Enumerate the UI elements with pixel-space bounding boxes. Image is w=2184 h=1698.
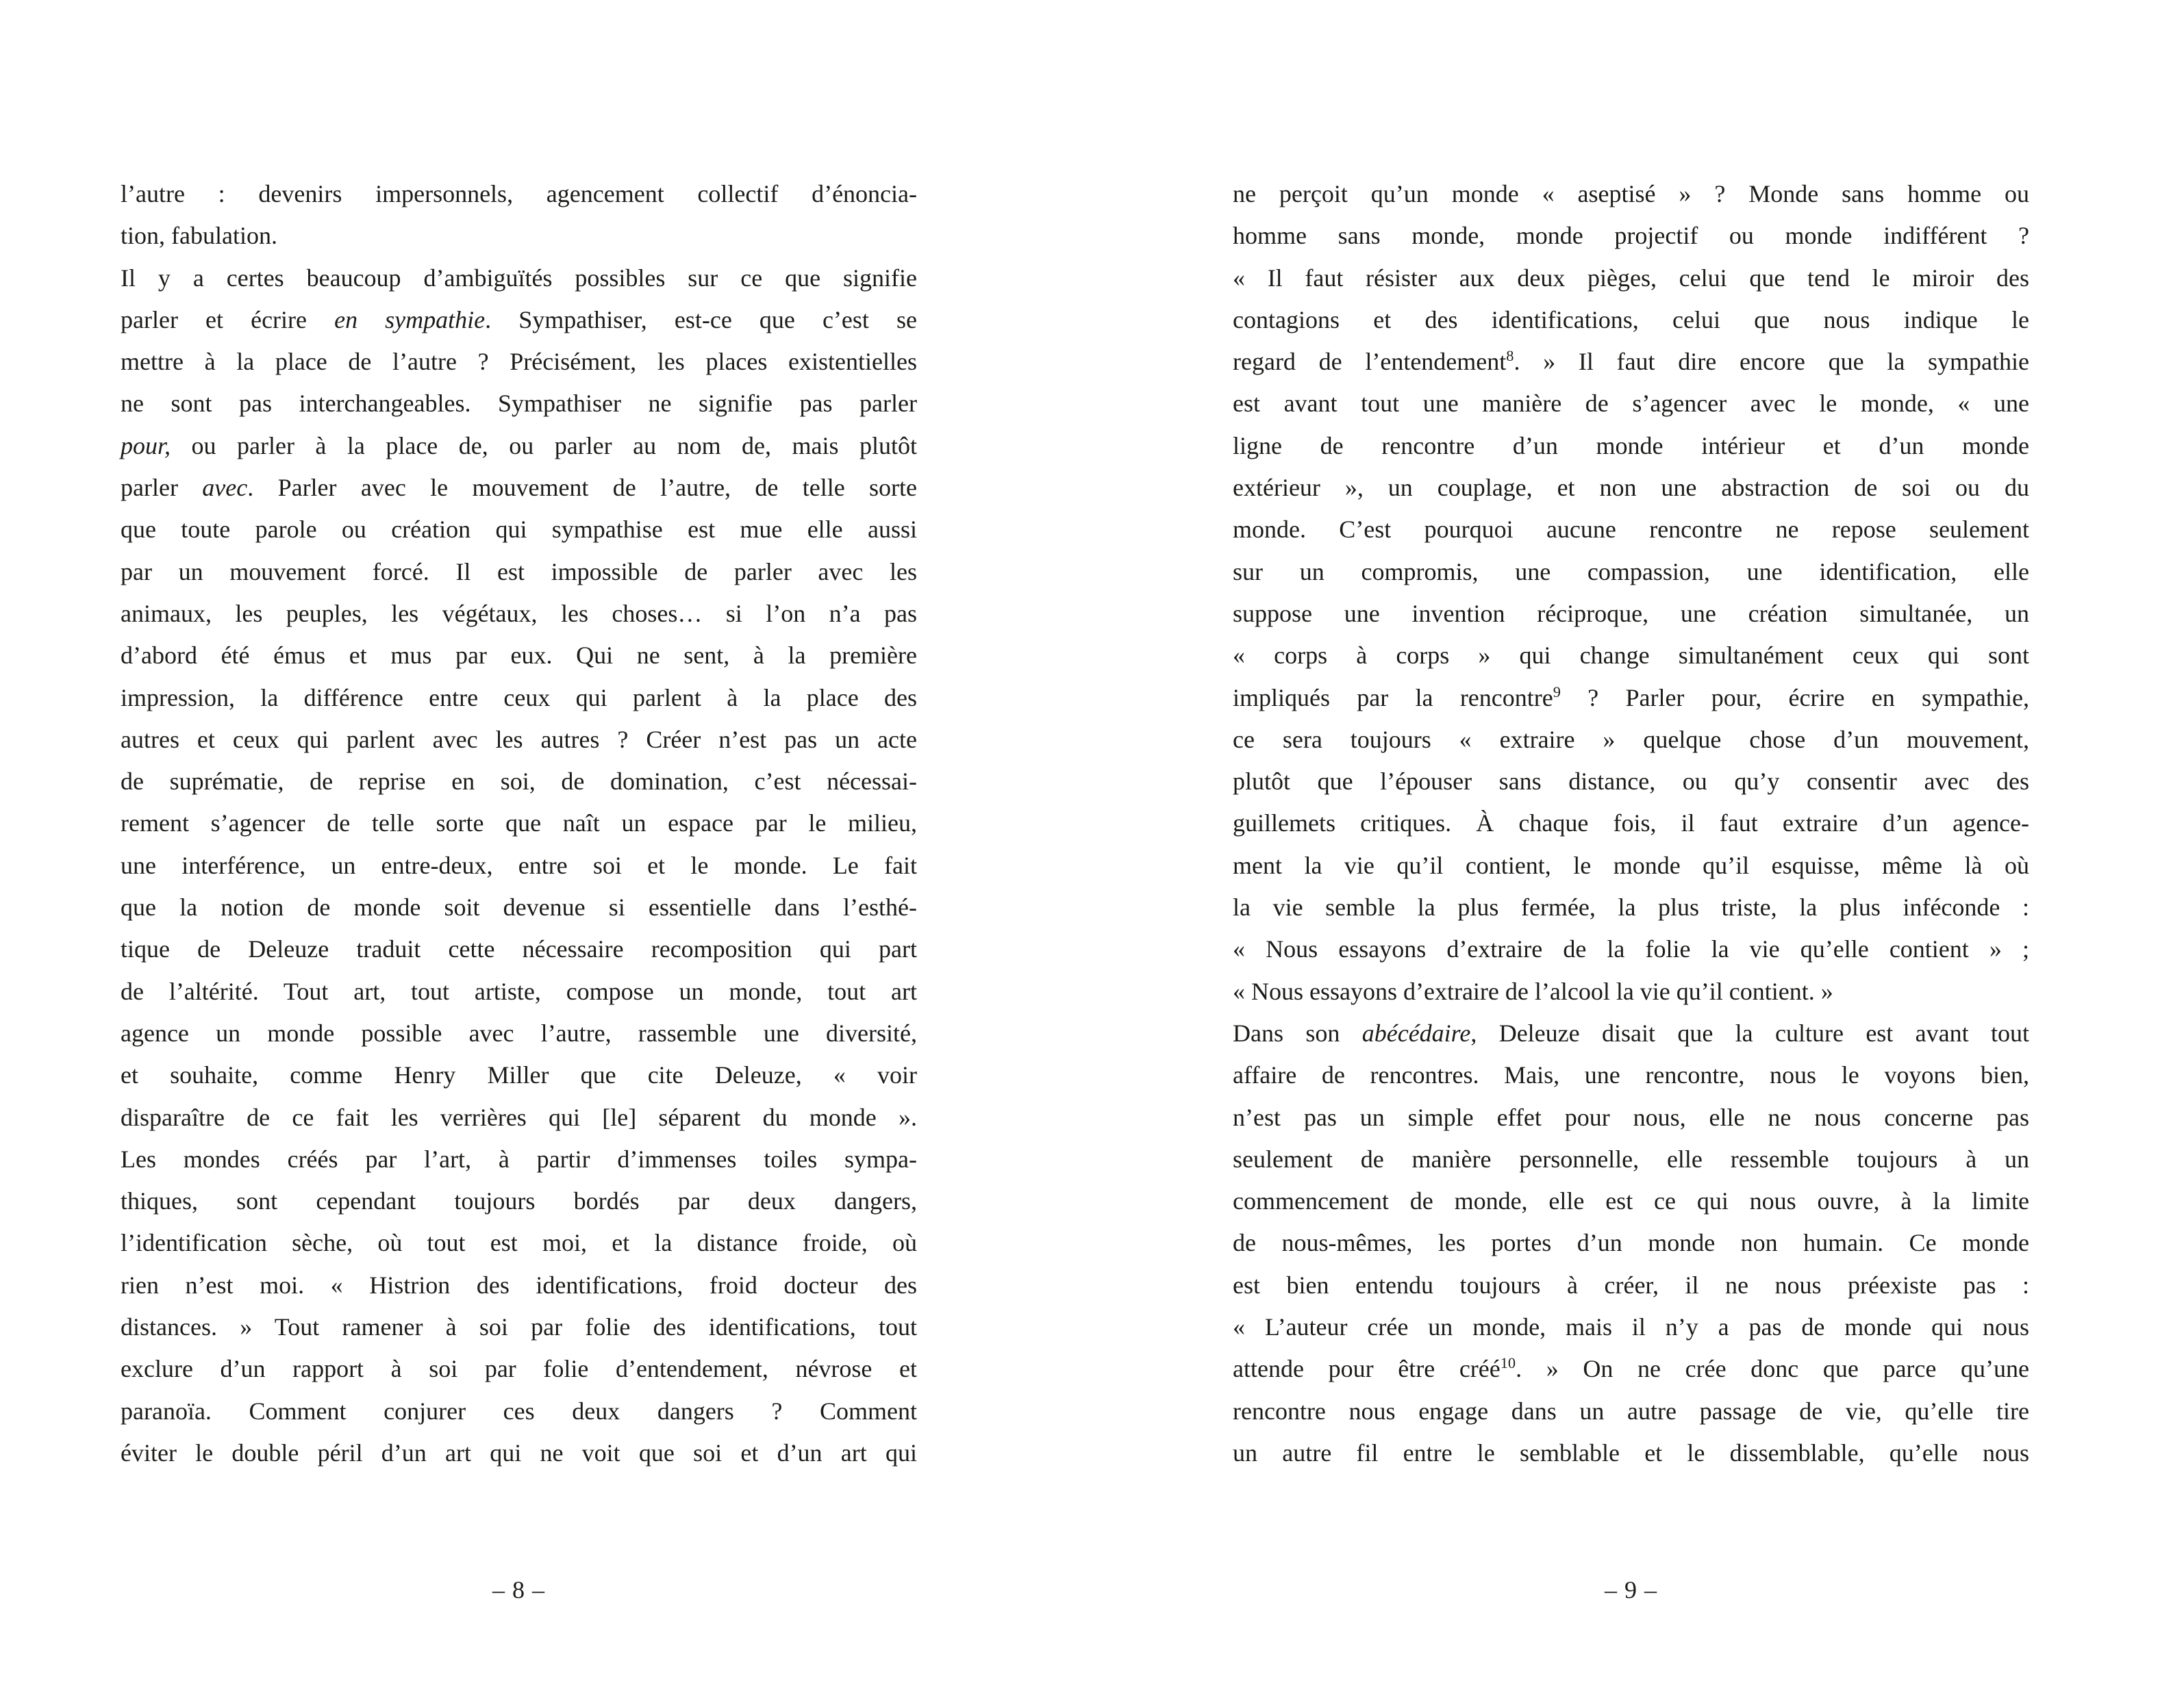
text-line: que toute parole ou création qui sympathise est mue elle aussi (121, 516, 917, 544)
text-line: et souhaite, comme Henry Miller que cite Deleuze, « voir (121, 1061, 917, 1089)
text-line: rement s’agencer de telle sorte que naît un espace par le milieu, (121, 809, 917, 837)
text-line: éviter le double péril d’un art qui ne voit que soi et d’un art qui (121, 1439, 917, 1467)
text-line: de l’altérité. Tout art, tout artiste, compose un monde, tout art (121, 977, 917, 1005)
text-line (121, 299, 917, 341)
page-left (121, 173, 917, 1652)
text-line: tion, fabulation. (121, 222, 277, 250)
text-line: distances. » Tout ramener à soi par folie des identifications, tout (121, 1313, 917, 1341)
text-line: rien n’est moi. « Histrion des identifications, froid docteur des (121, 1271, 917, 1299)
text-line: est bien entendu toujours à créer, il ne nous préexiste pas : (1233, 1271, 2029, 1299)
text-line: affaire de rencontres. Mais, une rencontre, nous le voyons bien, (1233, 1061, 2029, 1089)
text-segment: impliqués par la rencontre (1233, 683, 1553, 711)
text-line: contagions et des identifications, celui que nous indique le (1233, 305, 2029, 333)
text-segment: , Deleuze disait que la culture est avant tout (1470, 1019, 2029, 1047)
italic-text: abécédaire (1361, 1019, 1471, 1047)
text-line: monde. C’est pourquoi aucune rencontre ne repose seulement (1233, 516, 2029, 544)
text-line: ne perçoit qu’un monde « aseptisé » ? Monde sans homme ou (1233, 180, 2029, 207)
text-line: l’autre : devenirs impersonnels, agencement collectif d’énoncia- (121, 180, 917, 207)
text-line: commencement de monde, elle est ce qui nous ouvre, à la limite (1233, 1187, 2029, 1215)
text-segment: ? Parler pour, écrire en sympathie, (1560, 683, 2029, 711)
text-line: d’abord été émus et mus par eux. Qui ne sent, à la première (121, 642, 917, 670)
text-line: ligne de rencontre d’un monde intérieur et d’un monde (1233, 431, 2029, 459)
text-line (1233, 677, 2029, 719)
italic-text: pour, (121, 431, 171, 459)
footnote-reference: 9 (1553, 683, 1561, 700)
text-line: animaux, les peuples, les végétaux, les choses… si l’on n’a pas (121, 599, 917, 627)
text-line: impression, la différence entre ceux qui parlent à la place des (121, 683, 917, 711)
text-line (1233, 1348, 2029, 1390)
text-line: ne sont pas interchangeables. Sympathiser ne signifie pas parler (121, 390, 917, 418)
text-line: « corps à corps » qui change simultanément ceux qui sont (1233, 642, 2029, 670)
footnote-reference: 8 (1506, 347, 1514, 365)
text-line: tique de Deleuze traduit cette nécessaire recomposition qui part (121, 935, 917, 963)
text-line: l’identification sèche, où tout est moi, et la distance froide, où (121, 1229, 917, 1257)
text-line: « L’auteur crée un monde, mais il n’y a pas de monde qui nous (1233, 1313, 2029, 1341)
text-line (121, 425, 917, 467)
text-line: la vie semble la plus fermée, la plus triste, la plus inféconde : (1233, 894, 2029, 922)
page-number-left: – 8 – (492, 1576, 545, 1604)
italic-text: avec (202, 474, 248, 502)
text-line (1233, 1013, 2029, 1054)
text-line: n’est pas un simple effet pour nous, elle ne nous concerne pas (1233, 1103, 2029, 1131)
text-line (121, 467, 917, 509)
text-line: paranoïa. Comment conjurer ces deux dangers ? Comment (121, 1397, 917, 1425)
text-line: disparaître de ce fait les verrières qui [le] séparent du monde ». (121, 1103, 917, 1131)
text-line: « Nous essayons d’extraire de la folie la vie qu’elle contient » ; (1233, 935, 2029, 963)
text-segment: regard de l’entendement (1233, 348, 1507, 376)
text-segment: attende pour être créé (1233, 1355, 1501, 1383)
text-line (1233, 341, 2029, 383)
text-line: un autre fil entre le semblable et le dissemblable, qu’elle nous (1233, 1439, 2029, 1467)
text-line: suppose une invention réciproque, une création simultanée, un (1233, 599, 2029, 627)
text-line: rencontre nous engage dans un autre passage de vie, qu’elle tire (1233, 1397, 2029, 1425)
text-line: « Nous essayons d’extraire de l’alcool la vie qu’il contient. » (1233, 977, 1833, 1005)
text-line: est avant tout une manière de s’agencer avec le monde, « une (1233, 390, 2029, 418)
text-segment: parler (121, 474, 203, 502)
text-line: extérieur », un couplage, et non une abstraction de soi ou du (1233, 474, 2029, 502)
text-line: exclure d’un rapport à soi par folie d’entendement, névrose et (121, 1355, 917, 1383)
text-segment: Dans son (1233, 1019, 1362, 1047)
text-line: thiques, sont cependant toujours bordés par deux dangers, (121, 1187, 917, 1215)
text-segment: . » On ne crée donc que parce qu’une (1516, 1355, 2029, 1383)
text-line: de nous-mêmes, les portes d’un monde non humain. Ce monde (1233, 1229, 2029, 1257)
text-line: ce sera toujours « extraire » quelque chose d’un mouvement, (1233, 725, 2029, 753)
page-right (1233, 173, 2029, 1652)
italic-text: en sympathie (334, 305, 486, 333)
text-segment: ou parler à la place de, ou parler au nom de, mais plutôt (171, 431, 917, 459)
text-line: ment la vie qu’il contient, le monde qu’il esquisse, même là où (1233, 851, 2029, 879)
text-line: homme sans monde, monde projectif ou monde indifférent ? (1233, 222, 2029, 250)
text-line: « Il faut résister aux deux pièges, celui que tend le miroir des (1233, 264, 2029, 292)
footnote-reference: 10 (1500, 1354, 1516, 1372)
text-segment: . Sympathiser, est-ce que c’est se (485, 305, 917, 333)
text-line: sur un compromis, une compassion, une identification, elle (1233, 557, 2029, 585)
text-line: plutôt que l’épouser sans distance, ou qu’y consentir avec des (1233, 768, 2029, 796)
text-line: mettre à la place de l’autre ? Précisément, les places existentielles (121, 348, 917, 376)
text-segment: . Parler avec le mouvement de l’autre, de telle sorte (247, 474, 917, 502)
page-number-right: – 9 – (1605, 1576, 1657, 1604)
text-segment: . » Il faut dire encore que la sympathie (1514, 348, 2029, 376)
text-line: agence un monde possible avec l’autre, rassemble une diversité, (121, 1019, 917, 1047)
text-column-right (1233, 173, 2029, 1474)
text-line: autres et ceux qui parlent avec les autres ? Créer n’est pas un acte (121, 725, 917, 753)
text-segment: parler et écrire (121, 305, 335, 333)
text-line: seulement de manière personnelle, elle ressemble toujours à un (1233, 1145, 2029, 1173)
text-line: que la notion de monde soit devenue si essentielle dans l’esthé- (121, 894, 917, 922)
text-line: de suprématie, de reprise en soi, de domination, c’est nécessai- (121, 768, 917, 796)
text-column-left (121, 173, 917, 1474)
text-line: Les mondes créés par l’art, à partir d’immenses toiles sympa- (121, 1145, 917, 1173)
text-line: une interférence, un entre-deux, entre soi et le monde. Le fait (121, 851, 917, 879)
text-line: par un mouvement forcé. Il est impossible de parler avec les (121, 557, 917, 585)
text-line: Il y a certes beaucoup d’ambiguïtés possibles sur ce que signifie (121, 264, 917, 292)
text-line: guillemets critiques. À chaque fois, il faut extraire d’un agence- (1233, 809, 2029, 837)
